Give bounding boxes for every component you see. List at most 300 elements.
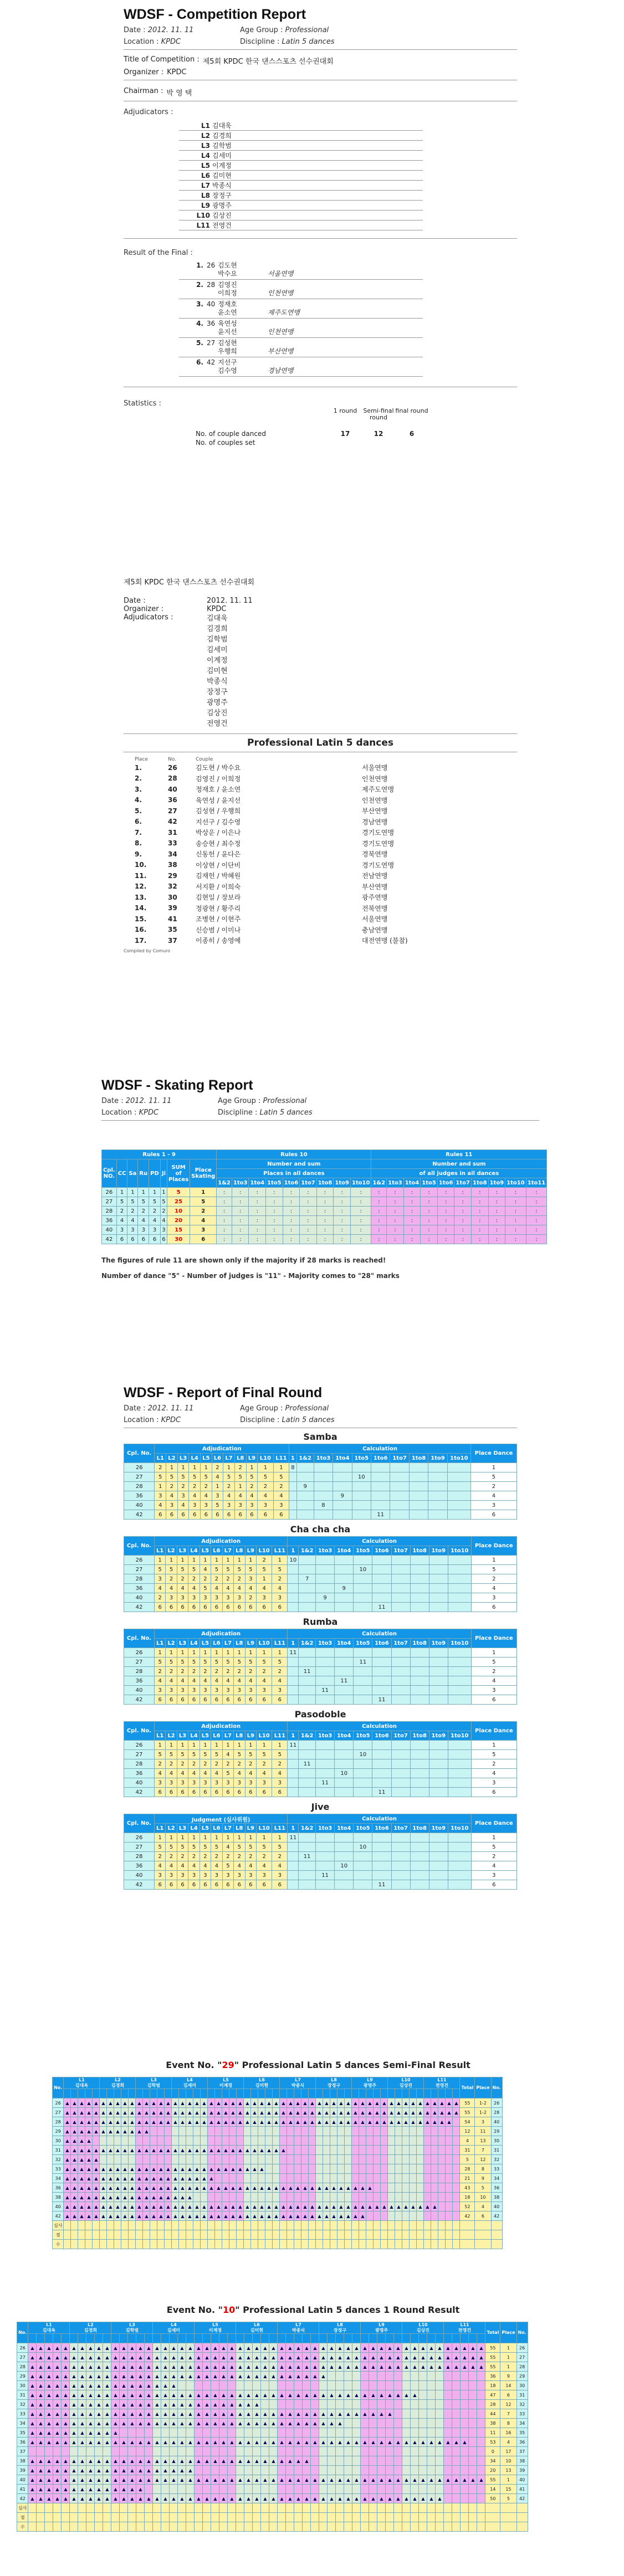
rule11-cell: : (371, 1207, 387, 1216)
judge-mark: 4 (245, 1861, 256, 1871)
date-value: 2012. 11. 11 (147, 1404, 194, 1413)
header-row (124, 1537, 517, 1546)
judge-mark: 2 (223, 1482, 235, 1491)
mark-cell: ▲ (228, 2390, 236, 2400)
mark-cell (352, 2381, 361, 2390)
mark-cell (286, 2381, 294, 2390)
mark-cell (261, 2466, 269, 2475)
footer-cell (208, 2240, 215, 2249)
footer-cell (328, 2522, 336, 2532)
mark-cell (417, 2174, 424, 2183)
mark-cell: ▲ (211, 2475, 219, 2485)
mark-cell: ▲ (62, 2409, 70, 2419)
footer-cell (37, 2513, 45, 2522)
adjudicator-id: L7 (201, 181, 210, 189)
couple: 지선구 / 김수영 (196, 818, 241, 826)
couple-no: 28 (53, 2117, 64, 2127)
place: 5. (135, 807, 142, 815)
mark-cell (286, 2428, 294, 2438)
judge-mark: 4 (272, 1861, 288, 1871)
discipline-label: Discipline : (240, 1416, 280, 1424)
mark-cell: ▲ (120, 2381, 128, 2390)
mark-cell (427, 2485, 436, 2494)
mark-cell (427, 2419, 436, 2428)
rules-1-9-header: Rules 1 - 9 (102, 1150, 217, 1159)
judge-col: L7 (222, 1639, 233, 1648)
judge-mark: 5 (177, 1658, 188, 1667)
calc-cell (448, 1556, 471, 1565)
couple-no: 38 (491, 2193, 502, 2202)
mark-cell (286, 2447, 294, 2456)
stats-row (196, 430, 428, 439)
mark-cell (70, 2447, 78, 2456)
place-dance: 4 (471, 1861, 516, 1871)
organizer-value: KPDC (167, 68, 187, 76)
dance-col (111, 2334, 120, 2343)
rule10-cell: : (249, 1235, 266, 1244)
round1-table (17, 2322, 528, 2532)
footer-cell (500, 2503, 516, 2513)
mark-cell: ▲ (253, 2419, 261, 2428)
adjudication-header: Adjudication (154, 1629, 288, 1639)
mark-cell: ▲ (424, 2202, 431, 2211)
mark-cell: ▲ (178, 2475, 186, 2485)
mark-cell: ▲ (179, 2164, 186, 2174)
calc-cell (371, 1482, 390, 1491)
placement-row (135, 892, 624, 903)
place-header: Place Dance (471, 1537, 516, 1556)
judge-header (236, 2322, 278, 2334)
couple-no: 35 (168, 926, 177, 934)
mark-cell (236, 2428, 244, 2438)
dance-place: 4 (138, 1216, 149, 1225)
mark-cell: ▲ (107, 2202, 114, 2211)
dance-col (444, 2334, 452, 2343)
mark-cell: ▲ (120, 2409, 128, 2419)
result-names (218, 281, 268, 297)
stats-header: final round (395, 407, 428, 414)
mark-cell: ▲ (386, 2494, 394, 2503)
judge-mark: 6 (188, 1880, 200, 1890)
mark-cell: ▲ (95, 2475, 103, 2485)
footer-cell (294, 2513, 303, 2522)
calc-cell (410, 1676, 429, 1686)
dance-col (62, 2334, 70, 2343)
mark-cell: ▲ (410, 2202, 417, 2211)
place-dance: 6 (470, 1510, 516, 1520)
mark-cell: ▲ (71, 2127, 78, 2136)
rule11-col: 1to7 (454, 1178, 472, 1188)
mark-cell: ▲ (143, 2202, 150, 2211)
rule10-cell: : (249, 1216, 266, 1225)
mark-cell: ▲ (111, 2466, 120, 2475)
age-value: Professional (285, 26, 329, 34)
footer-cell (369, 2513, 377, 2522)
place-header: Place Skating (190, 1159, 217, 1188)
mark-cell: ▲ (352, 2409, 361, 2419)
mark-cell: ▲ (111, 2494, 120, 2503)
chairman-label: Chairman : (124, 87, 163, 95)
footer-label: 수 (17, 2522, 28, 2532)
mark-cell: ▲ (452, 2438, 461, 2447)
judge-mark: 6 (245, 1695, 256, 1705)
mark-cell: ▲ (269, 2456, 278, 2466)
calc-cell (354, 1833, 372, 1843)
semi-row (53, 2202, 503, 2211)
place: 4 (475, 2202, 491, 2211)
couple-no: 28 (516, 2362, 528, 2372)
mark-cell: ▲ (328, 2409, 336, 2419)
couple-no: 29 (516, 2372, 528, 2381)
mark-cell (469, 2428, 477, 2438)
final-result-row (179, 299, 423, 319)
place: 9. (135, 850, 142, 858)
judge-col: L3 (177, 1824, 188, 1833)
mark-cell: ▲ (469, 2475, 477, 2485)
footer-cell (70, 2513, 78, 2522)
couple-no: 41 (17, 2485, 28, 2494)
mark-cell: ▲ (438, 2117, 446, 2127)
mark-cell: ▲ (345, 2098, 352, 2108)
mark-cell (352, 2400, 361, 2409)
judge-mark: 5 (272, 1843, 288, 1852)
footer-cell (311, 2522, 319, 2532)
mark-cell (438, 2174, 446, 2183)
calc-cell (410, 1852, 429, 1861)
mark-cell: ▲ (86, 2485, 95, 2494)
mark-cell (337, 2136, 345, 2146)
mark-cell (237, 2193, 244, 2202)
calc-cell (391, 1686, 410, 1695)
dance-col (261, 2334, 269, 2343)
mark-cell: ▲ (186, 2372, 195, 2381)
dance-col (136, 2089, 143, 2098)
footer-cell (336, 2513, 344, 2522)
mark-cell (374, 2146, 381, 2155)
calc-cell (354, 1778, 372, 1788)
judge-mark: 6 (188, 1603, 200, 1612)
calc-cell (289, 1501, 296, 1510)
mark-cell: ▲ (120, 2475, 128, 2485)
judge-header (316, 2077, 352, 2089)
mark-cell: ▲ (64, 2211, 71, 2221)
mark-cell: ▲ (85, 2108, 93, 2117)
mark-cell: ▲ (286, 2438, 294, 2447)
calc-cell (354, 1676, 372, 1686)
judge-mark: 4 (258, 1491, 273, 1501)
judge-mark: 2 (222, 1852, 233, 1861)
total: 18 (460, 2193, 475, 2202)
cpl-no: 36 (102, 1216, 117, 1225)
mark-cell (114, 2155, 121, 2164)
footer-cell (86, 2503, 95, 2513)
judge-mark: 1 (245, 1556, 256, 1565)
mark-cell: ▲ (28, 2466, 37, 2475)
mark-cell: ▲ (53, 2475, 62, 2485)
mark-cell: ▲ (287, 2117, 294, 2127)
mark-cell: ▲ (170, 2456, 178, 2466)
mark-cell: ▲ (294, 2390, 303, 2400)
mark-cell (303, 2466, 311, 2475)
mark-cell: ▲ (114, 2108, 121, 2117)
discipline-value: Latin 5 dances (282, 1416, 335, 1424)
rule10-cell: : (232, 1216, 249, 1225)
calc-cell (352, 1463, 371, 1472)
mark-cell (417, 2193, 424, 2202)
judge-mark: 5 (272, 1658, 288, 1667)
mark-cell: ▲ (186, 2353, 195, 2362)
judge-mark: 1 (234, 1482, 246, 1491)
footer-cell (143, 2221, 150, 2230)
calc-cell (299, 1788, 316, 1797)
couple-no: 31 (17, 2390, 28, 2400)
footer-cell (85, 2221, 93, 2230)
mark-cell (219, 2485, 228, 2494)
footer-cell (219, 2503, 228, 2513)
mark-cell (477, 2428, 485, 2438)
mark-cell: ▲ (111, 2381, 120, 2390)
calc-cell (372, 1750, 391, 1759)
mark-cell: ▲ (78, 2400, 86, 2409)
mark-cell: ▲ (228, 2475, 236, 2485)
judge-mark: 3 (272, 1871, 288, 1880)
mark-cell (452, 2419, 461, 2428)
footer-cell (153, 2513, 161, 2522)
mark-cell: ▲ (369, 2362, 377, 2372)
round1-row (17, 2447, 528, 2456)
footer-cell (237, 2240, 244, 2249)
mark-cell: ▲ (377, 2343, 386, 2353)
calc-cell: 10 (354, 1843, 372, 1852)
cpl-no: 26 (124, 1833, 155, 1843)
judge-col: L5 (200, 1639, 211, 1648)
footer-cell (316, 2240, 323, 2249)
mark-cell: ▲ (219, 2362, 228, 2372)
cpl-no: 26 (124, 1556, 155, 1565)
mark-cell (477, 2466, 485, 2475)
judge-col: L8 (234, 1639, 245, 1648)
placement-row (135, 827, 624, 838)
mark-cell: ▲ (107, 2108, 114, 2117)
mark-cell: ▲ (203, 2456, 211, 2466)
mark-cell: ▲ (301, 2108, 309, 2117)
judge-name: 장정구 (327, 2083, 341, 2088)
mark-cell: ▲ (201, 2183, 208, 2193)
dance-col (37, 2334, 45, 2343)
dance-row (124, 1769, 517, 1778)
total: 5 (460, 2155, 475, 2164)
footer-cell (85, 2230, 93, 2240)
dance-col (93, 2089, 100, 2098)
mark-cell: ▲ (129, 2146, 136, 2155)
mark-cell: ▲ (461, 2438, 469, 2447)
mark-cell: ▲ (286, 2419, 294, 2428)
judge-mark: 6 (234, 1603, 245, 1612)
mark-cell (359, 2136, 366, 2146)
mark-cell (394, 2381, 402, 2390)
dance-place: 1 (138, 1188, 149, 1197)
judge-header (388, 2077, 424, 2089)
rule11-cell: : (437, 1197, 454, 1207)
rule11-col: 1to6 (437, 1178, 454, 1188)
dance-table (124, 1721, 517, 1797)
adjudicator-name: 김학범 (212, 142, 232, 150)
mark-cell (386, 2485, 394, 2494)
judge-id: L10 (418, 2322, 428, 2327)
header-row (124, 1824, 517, 1833)
place: 12. (135, 882, 147, 891)
rule11-cell: : (421, 1216, 438, 1225)
mark-cell (294, 2146, 301, 2155)
dance-row (124, 1463, 517, 1472)
footer-cell (211, 2503, 219, 2513)
mark-cell: ▲ (319, 2372, 328, 2381)
dance-col (427, 2334, 436, 2343)
couple-no: 40 (168, 785, 177, 793)
mark-cell: ▲ (309, 2108, 316, 2117)
adjudicator-row (179, 151, 423, 161)
footer-cell (301, 2230, 309, 2240)
dance-col (316, 2089, 323, 2098)
mark-cell (287, 2164, 294, 2174)
competition-report (0, 0, 624, 447)
calc-cell (316, 1750, 335, 1759)
mark-cell: ▲ (261, 2409, 269, 2419)
rule11-cell: : (403, 1216, 421, 1225)
mark-cell (301, 2127, 309, 2136)
dance-col (193, 2089, 201, 2098)
mark-cell (352, 2174, 359, 2183)
final-result-row (179, 280, 423, 299)
dance-col (161, 2334, 170, 2343)
mark-cell (344, 2447, 352, 2456)
footer-cell (153, 2503, 161, 2513)
mark-cell (444, 2400, 452, 2409)
judge-mark: 1 (222, 1833, 233, 1843)
mark-cell (244, 2155, 251, 2164)
calc-cell (372, 1833, 391, 1843)
mark-cell: ▲ (319, 2353, 328, 2362)
mark-cell (229, 2127, 237, 2136)
mark-cell (251, 2155, 258, 2164)
place: 6 (500, 2390, 516, 2400)
mark-cell: ▲ (136, 2098, 143, 2108)
mark-cell (431, 2136, 438, 2146)
calc-col: 1to3 (314, 1454, 333, 1463)
total: 47 (485, 2390, 500, 2400)
mark-cell (395, 2164, 402, 2174)
mark-cell (319, 2381, 328, 2390)
mark-cell: ▲ (78, 2419, 86, 2428)
place-dance: 1 (471, 1556, 516, 1565)
sum-of-places: 30 (167, 1235, 190, 1244)
result-place: 3. (196, 300, 203, 308)
mark-cell: ▲ (345, 2108, 352, 2117)
mark-cell (261, 2428, 269, 2438)
mark-cell: ▲ (402, 2475, 411, 2485)
final-result-row (179, 338, 423, 357)
dance-col (303, 2334, 311, 2343)
mark-cell (107, 2155, 114, 2164)
mark-cell: ▲ (244, 2211, 251, 2221)
calc-cell (316, 1843, 335, 1852)
mark-cell (386, 2381, 394, 2390)
couple-no: 29 (17, 2372, 28, 2381)
mark-cell (265, 2174, 273, 2183)
mark-cell: ▲ (201, 2174, 208, 2183)
footer-cell (111, 2503, 120, 2513)
mark-cell: ▲ (269, 2409, 278, 2419)
calc-cell (448, 1695, 471, 1705)
mark-cell (186, 2447, 195, 2456)
header-row (53, 2089, 503, 2098)
mark-cell: ▲ (120, 2485, 128, 2494)
rule10-cell: : (217, 1225, 232, 1235)
cpl-header: Cpl. No. (124, 1444, 155, 1463)
mark-cell: ▲ (136, 2211, 143, 2221)
judge-mark: 4 (154, 1861, 165, 1871)
judge-col: L10 (257, 1546, 272, 1556)
dance-col (236, 2334, 244, 2343)
mark-cell: ▲ (136, 2494, 145, 2503)
footer-cell (475, 2221, 491, 2230)
place-dance: 3 (471, 1778, 516, 1788)
rule10-cell: : (350, 1216, 371, 1225)
mark-cell: ▲ (78, 2494, 86, 2503)
mark-cell: ▲ (319, 2438, 328, 2447)
calc-col: 1to10 (448, 1639, 471, 1648)
mark-cell (201, 2193, 208, 2202)
calc-col: 1to9 (429, 1824, 448, 1833)
judge-col: L7 (223, 1454, 235, 1463)
calc-cell (335, 1667, 354, 1676)
calc-cell (429, 1843, 448, 1852)
place: 1-2 (475, 2098, 491, 2108)
mark-cell (402, 2419, 411, 2428)
dance-col (78, 2089, 85, 2098)
mark-cell (453, 2202, 460, 2211)
mark-cell: ▲ (153, 2362, 161, 2372)
mark-cell (444, 2485, 452, 2494)
mark-cell (361, 2485, 369, 2494)
mark-cell (374, 2211, 381, 2221)
footer-cell (438, 2240, 446, 2249)
judge-mark: 4 (245, 1584, 256, 1593)
mark-cell: ▲ (157, 2174, 165, 2183)
dance-row (124, 1759, 517, 1769)
mark-cell: ▲ (269, 2475, 278, 2485)
footer-cell (100, 2240, 107, 2249)
judge-mark: 1 (188, 1833, 200, 1843)
location-label: Location : (124, 1416, 159, 1424)
rule10-cell: : (300, 1207, 317, 1216)
mark-cell (394, 2485, 402, 2494)
dance-col (143, 2089, 150, 2098)
footer-cell (153, 2522, 161, 2532)
judge-mark: 3 (154, 1778, 165, 1788)
judge-mark: 4 (166, 1491, 178, 1501)
calc-cell (429, 1574, 448, 1584)
mark-cell: ▲ (294, 2475, 303, 2485)
rule11-cell: : (472, 1197, 489, 1207)
mark-cell (452, 2390, 461, 2400)
judge-mark: 3 (234, 1501, 246, 1510)
judge-mark: 2 (166, 1852, 177, 1861)
mark-cell (410, 2155, 417, 2164)
dancer-name: 육연성 (218, 320, 237, 327)
mark-cell: ▲ (193, 2146, 201, 2155)
mark-cell (222, 2127, 229, 2136)
